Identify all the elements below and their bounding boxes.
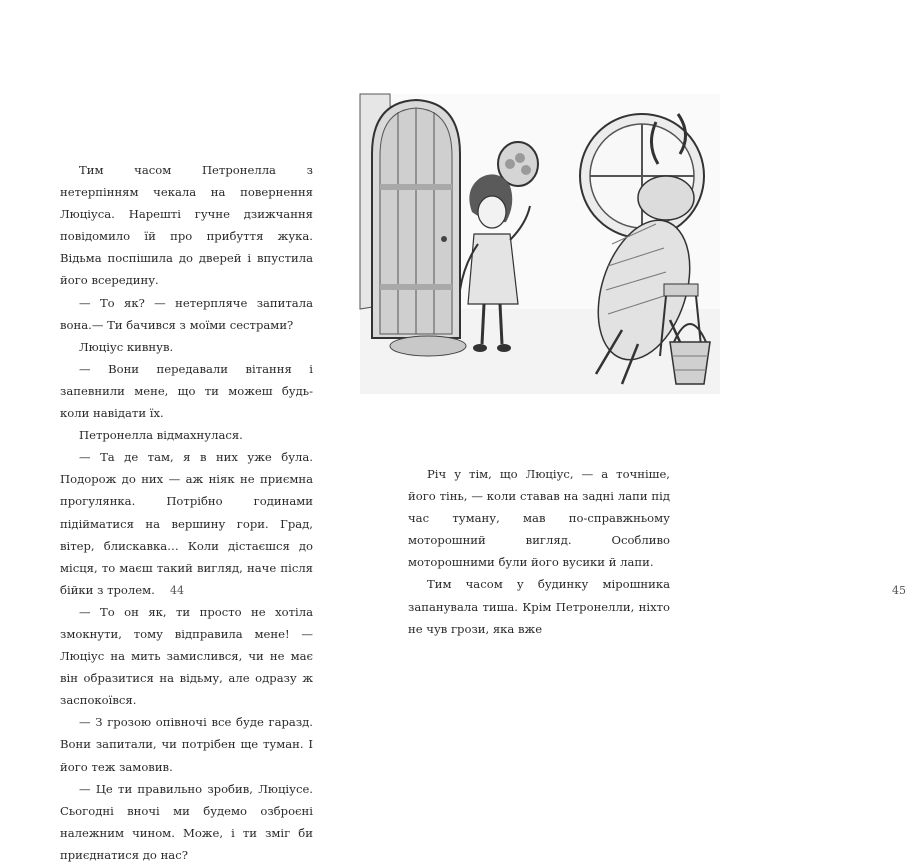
door-knob [441,236,447,242]
paragraph: Петронелла відмахнулася. [79,428,243,443]
paragraph: — То он як, ти просто не хотіла змокнути, тому відправила мене! — Люціус на мить замислився, чи не має він образитися на відьму, але одразу ж заспокоївся. [60,604,313,708]
paragraph: — То як? — нетерпляче запитала вона.— Ти бачився з моїми сестрами? [60,295,313,332]
page-number-right: 45 [892,584,906,597]
right-page-text [408,463,670,640]
paragraph: Люціус кивнув. [79,339,174,354]
page-number-left: 44 [170,584,184,597]
paragraph: — Та де там, я в них уже була. Подорож до них — аж ніяк не приємна прогулянка. Потрібно годинами підійматися на вершину гори. Град, вітер, блискавка… Коли дістаєшся до місця, то маєш такий вигляд, наче після бійки з тролем. [60,450,313,597]
paragraph: — З грозою опівночі все буде гаразд. Вони запитали, чи потрібен ще туман. І його теж замовив. [60,715,313,774]
paragraph: — Вони передавали вітання і запевнили мене, що ти можеш будь-коли навідати їх. [60,361,313,421]
illustration [360,94,720,394]
paragraph: Тим часом у будинку мірошника запанувала тиша. Крім Петронелли, ніхто не чув грози, яка вже [408,577,670,636]
paragraph: Річ у тім, що Люціус, — а точніше, його тінь, — коли ставав на задні лапи під час туману, мав по-справжньому моторошний вигляд. Особливо моторошними були його вусики й лапи. [408,467,670,570]
left-page [0,0,360,862]
wooden-door [372,100,460,338]
paragraph: Тим часом Петронелла з нетерпінням чекала на повернення Люціуса. Нарешті гучне дзижчання повідомило їй про прибуття жука. Відьма поспішила до дверей і впустила його всередину. [60,163,313,288]
left-page-text [60,159,313,866]
paragraph: — Це ти правильно зробив, Люціусе. Сьогодні вночі ми будемо озброєні належним чином. Може, і ти зміг би приєднатися до нас? [60,781,313,862]
door-mat [390,336,466,356]
